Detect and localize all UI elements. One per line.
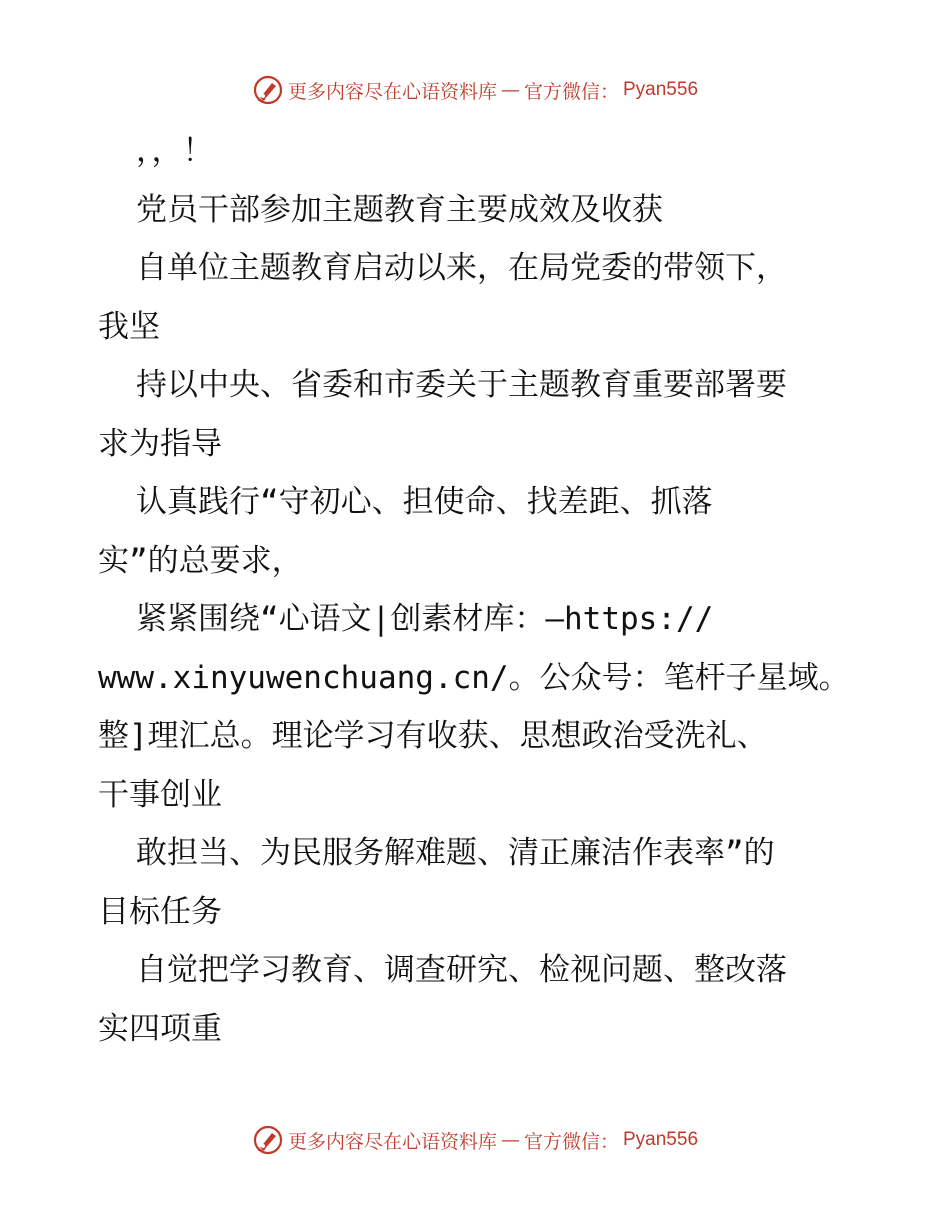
header-banner <box>0 70 950 110</box>
body-line: 我坚 <box>98 308 160 345</box>
body-line: 整]理汇总。理论学习有收获、思想政治受洗礼、 <box>98 718 768 754</box>
footer-banner-inner <box>252 1124 698 1156</box>
body-line: 自觉把学习教育、调查研究、检视问题、整改落 <box>136 952 787 988</box>
body-line: 持以中央、省委和市委关于主题教育重要部署要 <box>136 367 787 403</box>
body-line: 敢担当、为民服务解难题、清正廉洁作表率”的 <box>136 835 775 871</box>
footer-banner <box>0 1120 950 1160</box>
footer-wechat-label: 官方微信： <box>523 1130 619 1153</box>
body-line: 认真践行“守初心、担使命、找差距、抓落 <box>136 484 713 520</box>
document-body <box>98 122 858 1058</box>
body-line: ，，！ <box>136 133 214 169</box>
header-banner-inner <box>252 74 698 106</box>
header-wechat-label: 官方微信： <box>523 80 619 103</box>
body-title-line: 党员干部参加主题教育主要成效及收获 <box>136 191 663 228</box>
header-separator: — <box>500 79 520 101</box>
body-line: 目标任务 <box>98 893 222 930</box>
body-line: 自单位主题教育启动以来，在局党委的带领下， <box>136 250 787 286</box>
header-wechat-id: Pyan556 <box>623 79 699 100</box>
body-line: 干事创业 <box>98 776 222 813</box>
pen-circle-logo-icon <box>252 1124 284 1156</box>
body-line: 实”的总要求， <box>98 542 303 579</box>
body-line: 求为指导 <box>98 425 222 462</box>
footer-wechat-id: Pyan556 <box>623 1129 699 1150</box>
header-slogan: 更多内容尽在心语资料库 <box>287 80 497 103</box>
pen-circle-logo-icon <box>252 74 284 106</box>
body-line: www.xinyuwenchuang.cn/。公众号：笔杆子星域。 <box>98 659 850 696</box>
footer-slogan: 更多内容尽在心语资料库 <box>287 1130 497 1153</box>
footer-separator: — <box>500 1129 520 1151</box>
body-line: 实四项重 <box>98 1010 222 1047</box>
body-line: 紧紧围绕“心语文|创素材库：—https:// <box>136 601 714 637</box>
